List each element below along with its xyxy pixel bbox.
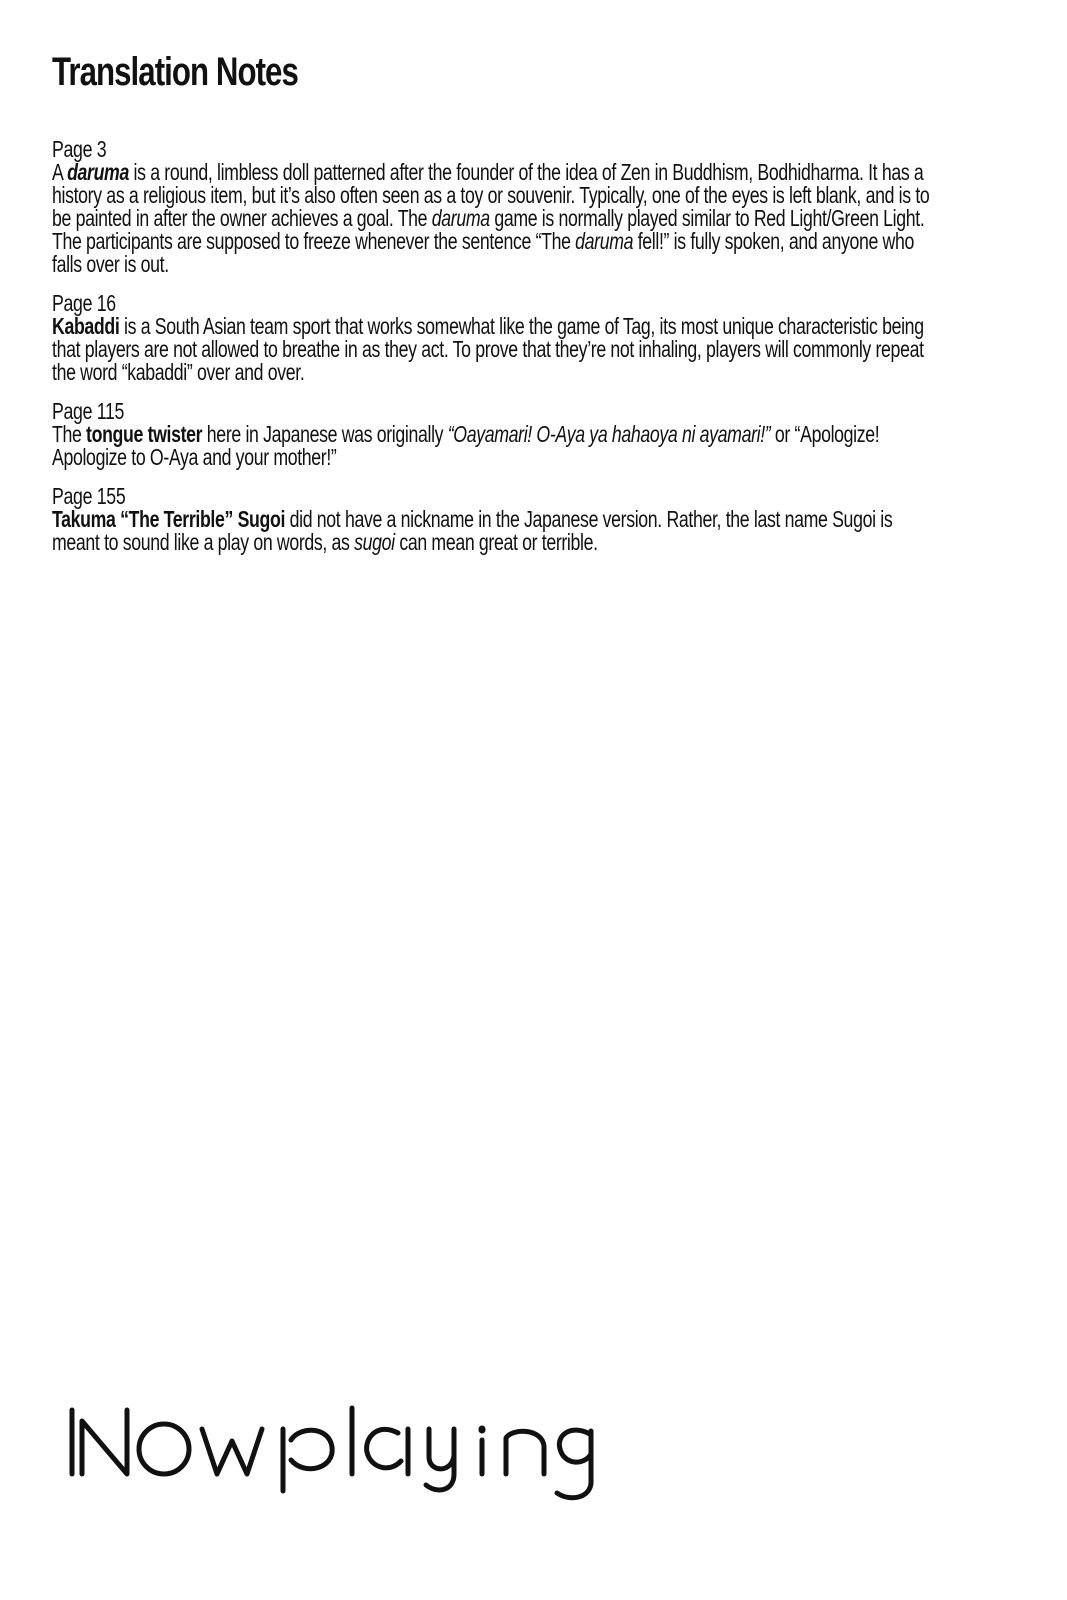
note-page-label: Page 3: [52, 136, 107, 162]
now-playing-logo-icon: [64, 1390, 594, 1510]
note-page-label: Page 16: [52, 290, 116, 316]
italic-daruma: daruma: [575, 228, 634, 254]
now-playing-logo: [64, 1390, 594, 1510]
note-text: [52, 423, 938, 469]
text-segment: can mean great or terrible.: [394, 529, 598, 555]
text-segment: is a South Asian team sport that works somewhat like the game of Tag, its most unique characteristic being that players are not allowed to breathe in as they act. To prove that they’re not inhaling, players will commonly repeat the word “kabaddi” over and over.: [52, 313, 924, 385]
term-kabaddi: Kabaddi: [52, 313, 120, 339]
text-segment: is a round, limbless doll patterned after the founder of the idea of Zen in Buddhism, Bodhidharma. It has a history as a religious item, but it’s also often seen as a toy or souvenir. Typically, one of the eyes is left blank, and is to be painted in after the owner achieves a goal. The: [52, 159, 930, 231]
text-segment: game is normally played similar to Red Light/Green Light. The participants are supposed to freeze whenever the sentence “The: [52, 205, 925, 254]
note-page-155: [52, 485, 938, 554]
text-segment: here in Japanese was originally: [202, 421, 448, 447]
note-page-115: [52, 400, 938, 469]
text-segment: did not have a nickname in the Japanese version. Rather, the last name Sugoi is meant to sound like a play on words, as: [52, 506, 893, 555]
note-text: [52, 508, 938, 554]
term-tongue-twister: tongue twister: [86, 421, 203, 447]
note-text: [52, 315, 938, 384]
note-page-3: [52, 138, 938, 276]
notes-list: [52, 138, 938, 570]
text-segment: A: [52, 159, 68, 185]
note-page-label: Page 115: [52, 398, 125, 424]
text-segment: The: [52, 421, 87, 447]
term-takuma-nickname: Takuma “The Terrible” Sugoi: [52, 506, 286, 532]
italic-sugoi: sugoi: [354, 529, 395, 555]
italic-japanese-phrase: “Oayamari! O-Aya ya hahaoya ni ayamari!”: [447, 421, 771, 447]
note-page-16: [52, 292, 938, 384]
italic-daruma: daruma: [431, 205, 490, 231]
text-segment: fell!” is fully spoken, and anyone who falls over is out.: [52, 228, 914, 277]
page-title: Translation Notes: [52, 50, 298, 94]
note-text: [52, 161, 938, 276]
term-daruma: daruma: [67, 159, 129, 185]
note-page-label: Page 155: [52, 483, 126, 509]
text-segment: or “Apologize! Apologize to O-Aya and your mother!”: [52, 421, 880, 470]
